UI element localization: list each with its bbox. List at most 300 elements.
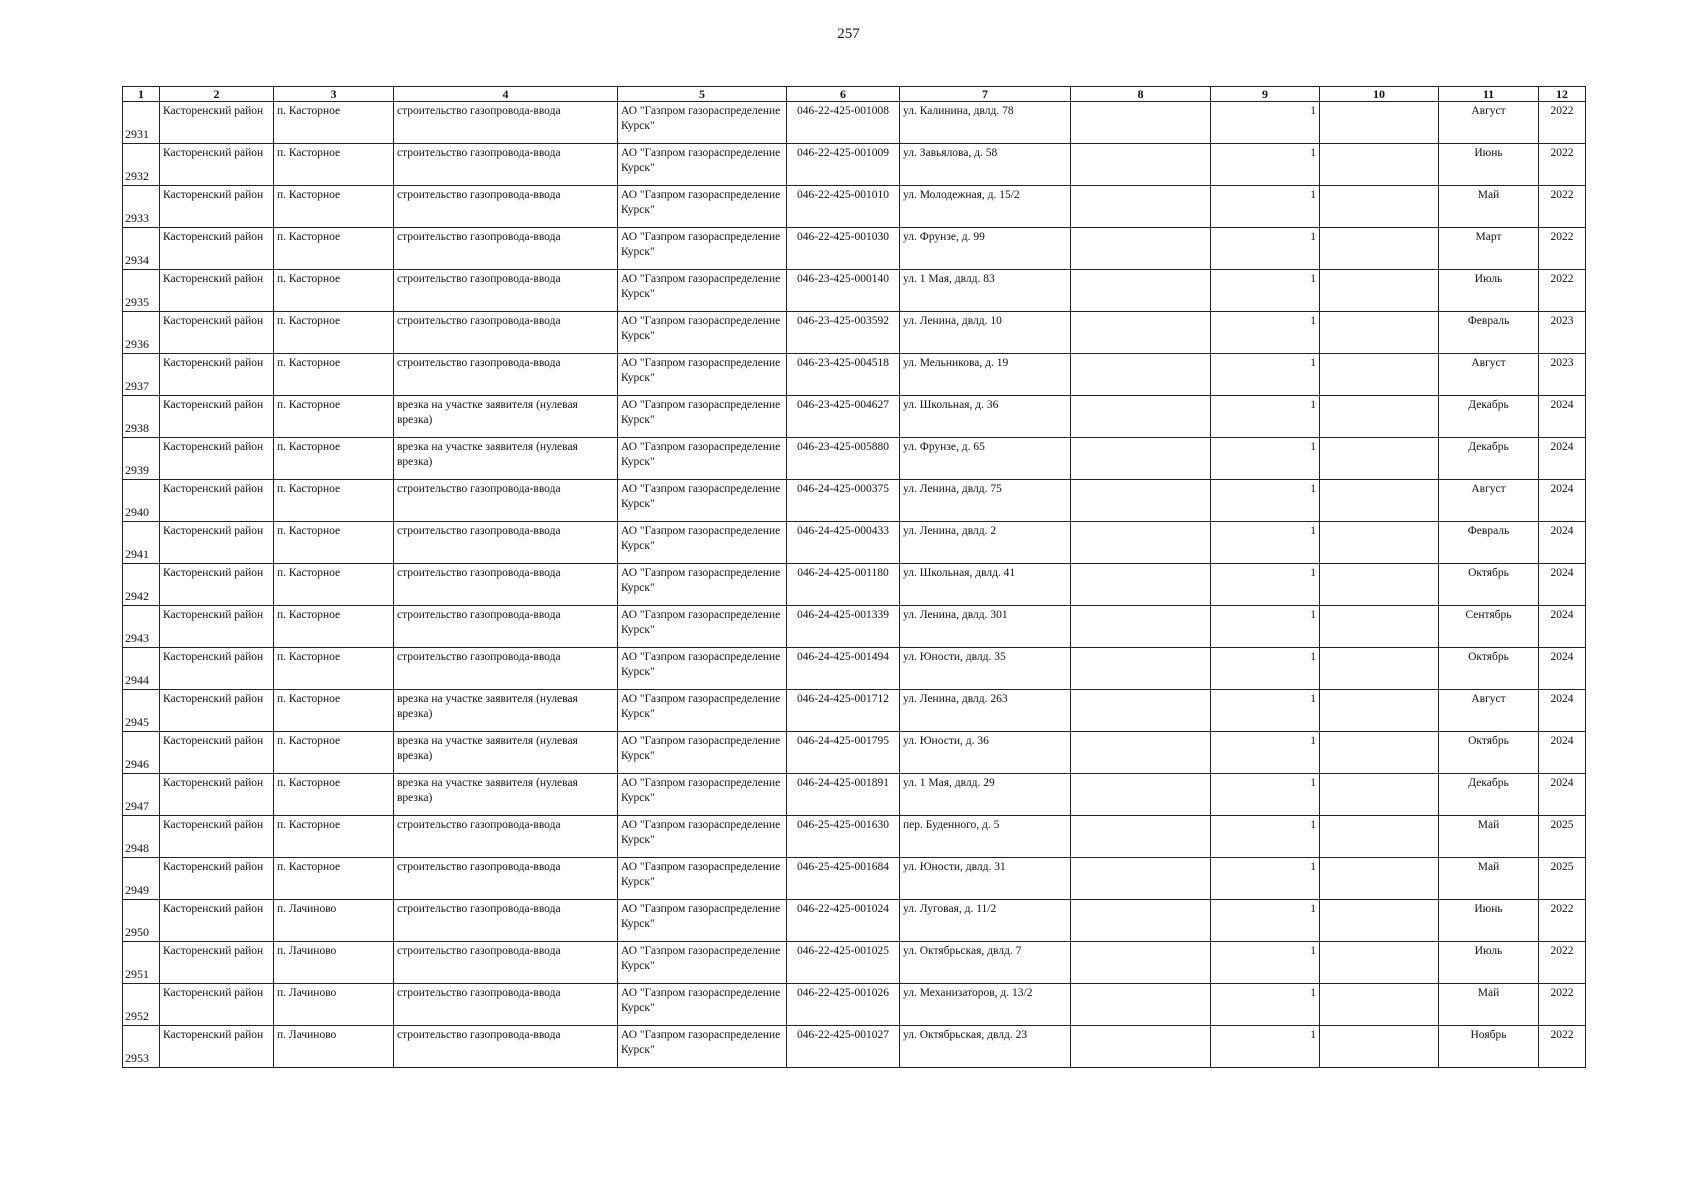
district-cell: Касторенский район <box>160 606 274 648</box>
work-type-cell: строительство газопровода-ввода <box>394 144 618 186</box>
column-8-cell <box>1071 144 1211 186</box>
month-cell: Август <box>1439 690 1539 732</box>
quantity-cell: 1 <box>1211 816 1320 858</box>
column-10-cell <box>1320 858 1439 900</box>
address-cell: ул. Фрунзе, д. 65 <box>900 438 1071 480</box>
row-number-cell: 2938 <box>123 396 160 438</box>
month-cell: Февраль <box>1439 522 1539 564</box>
work-type-cell: врезка на участке заявителя (нулевая врезка) <box>394 438 618 480</box>
work-type-cell: врезка на участке заявителя (нулевая врезка) <box>394 732 618 774</box>
organization-cell: АО "Газпром газораспределение Курск" <box>618 354 787 396</box>
registry-number-cell: 046-24-425-001339 <box>787 606 900 648</box>
column-8-cell <box>1071 438 1211 480</box>
table-row <box>123 984 1586 1026</box>
table-row <box>123 228 1586 270</box>
work-type-cell: строительство газопровода-ввода <box>394 312 618 354</box>
work-type-cell: строительство газопровода-ввода <box>394 354 618 396</box>
settlement-cell: п. Касторное <box>274 858 394 900</box>
district-cell: Касторенский район <box>160 816 274 858</box>
row-number-cell: 2943 <box>123 606 160 648</box>
registry-number-cell: 046-24-425-001494 <box>787 648 900 690</box>
address-cell: ул. Калинина, двлд. 78 <box>900 102 1071 144</box>
address-cell: ул. Ленина, двлд. 301 <box>900 606 1071 648</box>
register-body <box>123 102 1586 1068</box>
registry-number-cell: 046-25-425-001630 <box>787 816 900 858</box>
organization-cell: АО "Газпром газораспределение Курск" <box>618 900 787 942</box>
quantity-cell: 1 <box>1211 1026 1320 1068</box>
district-cell: Касторенский район <box>160 396 274 438</box>
column-8-cell <box>1071 396 1211 438</box>
month-cell: Август <box>1439 354 1539 396</box>
column-header: 4 <box>394 87 618 102</box>
registry-number-cell: 046-23-425-004627 <box>787 396 900 438</box>
organization-cell: АО "Газпром газораспределение Курск" <box>618 270 787 312</box>
work-type-cell: врезка на участке заявителя (нулевая врезка) <box>394 690 618 732</box>
table-row <box>123 480 1586 522</box>
month-cell: Май <box>1439 984 1539 1026</box>
organization-cell: АО "Газпром газораспределение Курск" <box>618 732 787 774</box>
address-cell: ул. Молодежная, д. 15/2 <box>900 186 1071 228</box>
work-type-cell: врезка на участке заявителя (нулевая врезка) <box>394 396 618 438</box>
quantity-cell: 1 <box>1211 648 1320 690</box>
year-cell: 2022 <box>1539 102 1586 144</box>
column-8-cell <box>1071 186 1211 228</box>
month-cell: Май <box>1439 816 1539 858</box>
work-type-cell: строительство газопровода-ввода <box>394 1026 618 1068</box>
registry-number-cell: 046-22-425-001026 <box>787 984 900 1026</box>
column-10-cell <box>1320 270 1439 312</box>
settlement-cell: п. Касторное <box>274 564 394 606</box>
column-10-cell <box>1320 228 1439 270</box>
column-8-cell <box>1071 270 1211 312</box>
year-cell: 2023 <box>1539 354 1586 396</box>
year-cell: 2024 <box>1539 774 1586 816</box>
table-row <box>123 102 1586 144</box>
column-header: 2 <box>160 87 274 102</box>
registry-number-cell: 046-22-425-001025 <box>787 942 900 984</box>
district-cell: Касторенский район <box>160 1026 274 1068</box>
column-8-cell <box>1071 732 1211 774</box>
organization-cell: АО "Газпром газораспределение Курск" <box>618 858 787 900</box>
address-cell: ул. Ленина, двлд. 2 <box>900 522 1071 564</box>
row-number-cell: 2935 <box>123 270 160 312</box>
table-row <box>123 564 1586 606</box>
month-cell: Июнь <box>1439 144 1539 186</box>
month-cell: Ноябрь <box>1439 1026 1539 1068</box>
address-cell: ул. Школьная, двлд. 41 <box>900 564 1071 606</box>
quantity-cell: 1 <box>1211 480 1320 522</box>
year-cell: 2022 <box>1539 1026 1586 1068</box>
column-10-cell <box>1320 816 1439 858</box>
column-10-cell <box>1320 186 1439 228</box>
year-cell: 2023 <box>1539 312 1586 354</box>
address-cell: ул. Юности, двлд. 31 <box>900 858 1071 900</box>
district-cell: Касторенский район <box>160 438 274 480</box>
organization-cell: АО "Газпром газораспределение Курск" <box>618 522 787 564</box>
month-cell: Май <box>1439 186 1539 228</box>
address-cell: ул. Ленина, двлд. 10 <box>900 312 1071 354</box>
table-row <box>123 732 1586 774</box>
row-number-cell: 2933 <box>123 186 160 228</box>
organization-cell: АО "Газпром газораспределение Курск" <box>618 816 787 858</box>
settlement-cell: п. Касторное <box>274 774 394 816</box>
quantity-cell: 1 <box>1211 354 1320 396</box>
district-cell: Касторенский район <box>160 480 274 522</box>
row-number-cell: 2952 <box>123 984 160 1026</box>
registry-number-cell: 046-22-425-001030 <box>787 228 900 270</box>
organization-cell: АО "Газпром газораспределение Курск" <box>618 648 787 690</box>
district-cell: Касторенский район <box>160 774 274 816</box>
column-10-cell <box>1320 900 1439 942</box>
work-type-cell: строительство газопровода-ввода <box>394 480 618 522</box>
quantity-cell: 1 <box>1211 228 1320 270</box>
district-cell: Касторенский район <box>160 564 274 606</box>
row-number-cell: 2944 <box>123 648 160 690</box>
table-row <box>123 900 1586 942</box>
organization-cell: АО "Газпром газораспределение Курск" <box>618 1026 787 1068</box>
table-row <box>123 648 1586 690</box>
address-cell: ул. 1 Мая, двлд. 29 <box>900 774 1071 816</box>
settlement-cell: п. Касторное <box>274 186 394 228</box>
year-cell: 2022 <box>1539 186 1586 228</box>
month-cell: Февраль <box>1439 312 1539 354</box>
row-number-cell: 2932 <box>123 144 160 186</box>
table-row <box>123 858 1586 900</box>
year-cell: 2022 <box>1539 900 1586 942</box>
column-8-cell <box>1071 606 1211 648</box>
address-cell: ул. Ленина, двлд. 263 <box>900 690 1071 732</box>
column-header: 12 <box>1539 87 1586 102</box>
table-row <box>123 396 1586 438</box>
quantity-cell: 1 <box>1211 270 1320 312</box>
registry-number-cell: 046-24-425-001180 <box>787 564 900 606</box>
row-number-cell: 2946 <box>123 732 160 774</box>
district-cell: Касторенский район <box>160 270 274 312</box>
organization-cell: АО "Газпром газораспределение Курск" <box>618 144 787 186</box>
registry-number-cell: 046-23-425-003592 <box>787 312 900 354</box>
column-8-cell <box>1071 480 1211 522</box>
column-8-cell <box>1071 900 1211 942</box>
month-cell: Сентябрь <box>1439 606 1539 648</box>
organization-cell: АО "Газпром газораспределение Курск" <box>618 396 787 438</box>
row-number-cell: 2937 <box>123 354 160 396</box>
quantity-cell: 1 <box>1211 606 1320 648</box>
settlement-cell: п. Касторное <box>274 102 394 144</box>
registry-number-cell: 046-23-425-004518 <box>787 354 900 396</box>
row-number-cell: 2948 <box>123 816 160 858</box>
settlement-cell: п. Касторное <box>274 312 394 354</box>
column-header: 1 <box>123 87 160 102</box>
organization-cell: АО "Газпром газораспределение Курск" <box>618 606 787 648</box>
column-10-cell <box>1320 1026 1439 1068</box>
organization-cell: АО "Газпром газораспределение Курск" <box>618 102 787 144</box>
address-cell: пер. Буденного, д. 5 <box>900 816 1071 858</box>
month-cell: Декабрь <box>1439 774 1539 816</box>
column-8-cell <box>1071 1026 1211 1068</box>
table-row <box>123 186 1586 228</box>
settlement-cell: п. Лачиново <box>274 900 394 942</box>
month-cell: Март <box>1439 228 1539 270</box>
column-header: 9 <box>1211 87 1320 102</box>
organization-cell: АО "Газпром газораспределение Курск" <box>618 564 787 606</box>
column-8-cell <box>1071 228 1211 270</box>
year-cell: 2024 <box>1539 606 1586 648</box>
registry-number-cell: 046-24-425-000433 <box>787 522 900 564</box>
registry-number-cell: 046-24-425-000375 <box>787 480 900 522</box>
registry-number-cell: 046-23-425-000140 <box>787 270 900 312</box>
register-table <box>122 86 1586 1068</box>
quantity-cell: 1 <box>1211 102 1320 144</box>
address-cell: ул. 1 Мая, двлд. 83 <box>900 270 1071 312</box>
organization-cell: АО "Газпром газораспределение Курск" <box>618 312 787 354</box>
quantity-cell: 1 <box>1211 396 1320 438</box>
column-header: 11 <box>1439 87 1539 102</box>
organization-cell: АО "Газпром газораспределение Курск" <box>618 942 787 984</box>
year-cell: 2024 <box>1539 522 1586 564</box>
column-8-cell <box>1071 648 1211 690</box>
registry-number-cell: 046-22-425-001027 <box>787 1026 900 1068</box>
work-type-cell: строительство газопровода-ввода <box>394 858 618 900</box>
page-number: 257 <box>837 26 860 42</box>
address-cell: ул. Фрунзе, д. 99 <box>900 228 1071 270</box>
registry-number-cell: 046-24-425-001891 <box>787 774 900 816</box>
column-header: 6 <box>787 87 900 102</box>
address-cell: ул. Механизаторов, д. 13/2 <box>900 984 1071 1026</box>
column-header: 5 <box>618 87 787 102</box>
address-cell: ул. Завьялова, д. 58 <box>900 144 1071 186</box>
organization-cell: АО "Газпром газораспределение Курск" <box>618 774 787 816</box>
registry-number-cell: 046-25-425-001684 <box>787 858 900 900</box>
organization-cell: АО "Газпром газораспределение Курск" <box>618 228 787 270</box>
quantity-cell: 1 <box>1211 144 1320 186</box>
table-row <box>123 522 1586 564</box>
organization-cell: АО "Газпром газораспределение Курск" <box>618 480 787 522</box>
district-cell: Касторенский район <box>160 732 274 774</box>
month-cell: Август <box>1439 102 1539 144</box>
work-type-cell: строительство газопровода-ввода <box>394 186 618 228</box>
district-cell: Касторенский район <box>160 858 274 900</box>
year-cell: 2025 <box>1539 858 1586 900</box>
quantity-cell: 1 <box>1211 564 1320 606</box>
registry-number-cell: 046-22-425-001024 <box>787 900 900 942</box>
column-10-cell <box>1320 102 1439 144</box>
address-cell: ул. Юности, д. 36 <box>900 732 1071 774</box>
column-header: 7 <box>900 87 1071 102</box>
address-cell: ул. Луговая, д. 11/2 <box>900 900 1071 942</box>
settlement-cell: п. Касторное <box>274 648 394 690</box>
district-cell: Касторенский район <box>160 648 274 690</box>
column-10-cell <box>1320 522 1439 564</box>
work-type-cell: строительство газопровода-ввода <box>394 522 618 564</box>
district-cell: Касторенский район <box>160 942 274 984</box>
column-8-cell <box>1071 774 1211 816</box>
work-type-cell: строительство газопровода-ввода <box>394 648 618 690</box>
row-number-cell: 2931 <box>123 102 160 144</box>
quantity-cell: 1 <box>1211 312 1320 354</box>
quantity-cell: 1 <box>1211 900 1320 942</box>
registry-number-cell: 046-24-425-001712 <box>787 690 900 732</box>
column-8-cell <box>1071 984 1211 1026</box>
table-row <box>123 144 1586 186</box>
year-cell: 2024 <box>1539 564 1586 606</box>
district-cell: Касторенский район <box>160 690 274 732</box>
registry-number-cell: 046-22-425-001009 <box>787 144 900 186</box>
work-type-cell: строительство газопровода-ввода <box>394 984 618 1026</box>
year-cell: 2025 <box>1539 816 1586 858</box>
year-cell: 2024 <box>1539 732 1586 774</box>
column-header: 8 <box>1071 87 1211 102</box>
settlement-cell: п. Касторное <box>274 816 394 858</box>
month-cell: Август <box>1439 480 1539 522</box>
year-cell: 2022 <box>1539 942 1586 984</box>
address-cell: ул. Ленина, двлд. 75 <box>900 480 1071 522</box>
year-cell: 2022 <box>1539 144 1586 186</box>
month-cell: Октябрь <box>1439 732 1539 774</box>
district-cell: Касторенский район <box>160 186 274 228</box>
month-cell: Декабрь <box>1439 438 1539 480</box>
column-10-cell <box>1320 648 1439 690</box>
address-cell: ул. Мельникова, д. 19 <box>900 354 1071 396</box>
settlement-cell: п. Касторное <box>274 690 394 732</box>
organization-cell: АО "Газпром газораспределение Курск" <box>618 438 787 480</box>
work-type-cell: строительство газопровода-ввода <box>394 270 618 312</box>
work-type-cell: строительство газопровода-ввода <box>394 606 618 648</box>
column-8-cell <box>1071 816 1211 858</box>
settlement-cell: п. Касторное <box>274 228 394 270</box>
column-10-cell <box>1320 690 1439 732</box>
column-10-cell <box>1320 480 1439 522</box>
settlement-cell: п. Касторное <box>274 732 394 774</box>
district-cell: Касторенский район <box>160 900 274 942</box>
organization-cell: АО "Газпром газораспределение Курск" <box>618 690 787 732</box>
row-number-cell: 2949 <box>123 858 160 900</box>
month-cell: Октябрь <box>1439 648 1539 690</box>
table-row <box>123 270 1586 312</box>
address-cell: ул. Школьная, д. 36 <box>900 396 1071 438</box>
work-type-cell: строительство газопровода-ввода <box>394 564 618 606</box>
column-10-cell <box>1320 354 1439 396</box>
row-number-cell: 2947 <box>123 774 160 816</box>
work-type-cell: строительство газопровода-ввода <box>394 900 618 942</box>
district-cell: Касторенский район <box>160 522 274 564</box>
column-10-cell <box>1320 942 1439 984</box>
organization-cell: АО "Газпром газораспределение Курск" <box>618 186 787 228</box>
table-row <box>123 312 1586 354</box>
column-10-cell <box>1320 438 1439 480</box>
header-row <box>123 87 1586 102</box>
registry-number-cell: 046-23-425-005880 <box>787 438 900 480</box>
row-number-cell: 2951 <box>123 942 160 984</box>
column-10-cell <box>1320 984 1439 1026</box>
column-10-cell <box>1320 144 1439 186</box>
column-8-cell <box>1071 522 1211 564</box>
settlement-cell: п. Лачиново <box>274 984 394 1026</box>
district-cell: Касторенский район <box>160 228 274 270</box>
year-cell: 2024 <box>1539 438 1586 480</box>
month-cell: Май <box>1439 858 1539 900</box>
address-cell: ул. Октябрьская, двлд. 23 <box>900 1026 1071 1068</box>
district-cell: Касторенский район <box>160 144 274 186</box>
work-type-cell: строительство газопровода-ввода <box>394 228 618 270</box>
settlement-cell: п. Касторное <box>274 354 394 396</box>
row-number-cell: 2934 <box>123 228 160 270</box>
column-10-cell <box>1320 732 1439 774</box>
organization-cell: АО "Газпром газораспределение Курск" <box>618 984 787 1026</box>
year-cell: 2024 <box>1539 480 1586 522</box>
column-8-cell <box>1071 858 1211 900</box>
column-header: 3 <box>274 87 394 102</box>
settlement-cell: п. Касторное <box>274 144 394 186</box>
year-cell: 2022 <box>1539 270 1586 312</box>
column-10-cell <box>1320 396 1439 438</box>
registry-number-cell: 046-24-425-001795 <box>787 732 900 774</box>
settlement-cell: п. Касторное <box>274 396 394 438</box>
district-cell: Касторенский район <box>160 312 274 354</box>
work-type-cell: врезка на участке заявителя (нулевая врезка) <box>394 774 618 816</box>
column-8-cell <box>1071 312 1211 354</box>
column-8-cell <box>1071 354 1211 396</box>
column-10-cell <box>1320 774 1439 816</box>
row-number-cell: 2950 <box>123 900 160 942</box>
settlement-cell: п. Касторное <box>274 522 394 564</box>
row-number-cell: 2945 <box>123 690 160 732</box>
month-cell: Октябрь <box>1439 564 1539 606</box>
district-cell: Касторенский район <box>160 984 274 1026</box>
month-cell: Июль <box>1439 270 1539 312</box>
month-cell: Июль <box>1439 942 1539 984</box>
quantity-cell: 1 <box>1211 690 1320 732</box>
column-header: 10 <box>1320 87 1439 102</box>
row-number-cell: 2939 <box>123 438 160 480</box>
quantity-cell: 1 <box>1211 774 1320 816</box>
table-row <box>123 438 1586 480</box>
district-cell: Касторенский район <box>160 102 274 144</box>
month-cell: Декабрь <box>1439 396 1539 438</box>
work-type-cell: строительство газопровода-ввода <box>394 102 618 144</box>
settlement-cell: п. Лачиново <box>274 942 394 984</box>
table-row <box>123 816 1586 858</box>
table-row <box>123 690 1586 732</box>
work-type-cell: строительство газопровода-ввода <box>394 942 618 984</box>
year-cell: 2022 <box>1539 984 1586 1026</box>
settlement-cell: п. Касторное <box>274 606 394 648</box>
table-row <box>123 354 1586 396</box>
settlement-cell: п. Касторное <box>274 270 394 312</box>
row-number-cell: 2941 <box>123 522 160 564</box>
settlement-cell: п. Касторное <box>274 480 394 522</box>
district-cell: Касторенский район <box>160 354 274 396</box>
registry-number-cell: 046-22-425-001010 <box>787 186 900 228</box>
row-number-cell: 2953 <box>123 1026 160 1068</box>
settlement-cell: п. Касторное <box>274 438 394 480</box>
row-number-cell: 2940 <box>123 480 160 522</box>
column-8-cell <box>1071 564 1211 606</box>
year-cell: 2024 <box>1539 396 1586 438</box>
month-cell: Июнь <box>1439 900 1539 942</box>
year-cell: 2022 <box>1539 228 1586 270</box>
quantity-cell: 1 <box>1211 942 1320 984</box>
quantity-cell: 1 <box>1211 984 1320 1026</box>
table-row <box>123 606 1586 648</box>
quantity-cell: 1 <box>1211 732 1320 774</box>
registry-number-cell: 046-22-425-001008 <box>787 102 900 144</box>
row-number-cell: 2936 <box>123 312 160 354</box>
table-row <box>123 1026 1586 1068</box>
column-8-cell <box>1071 942 1211 984</box>
settlement-cell: п. Лачиново <box>274 1026 394 1068</box>
table-row <box>123 942 1586 984</box>
address-cell: ул. Октябрьская, двлд. 7 <box>900 942 1071 984</box>
